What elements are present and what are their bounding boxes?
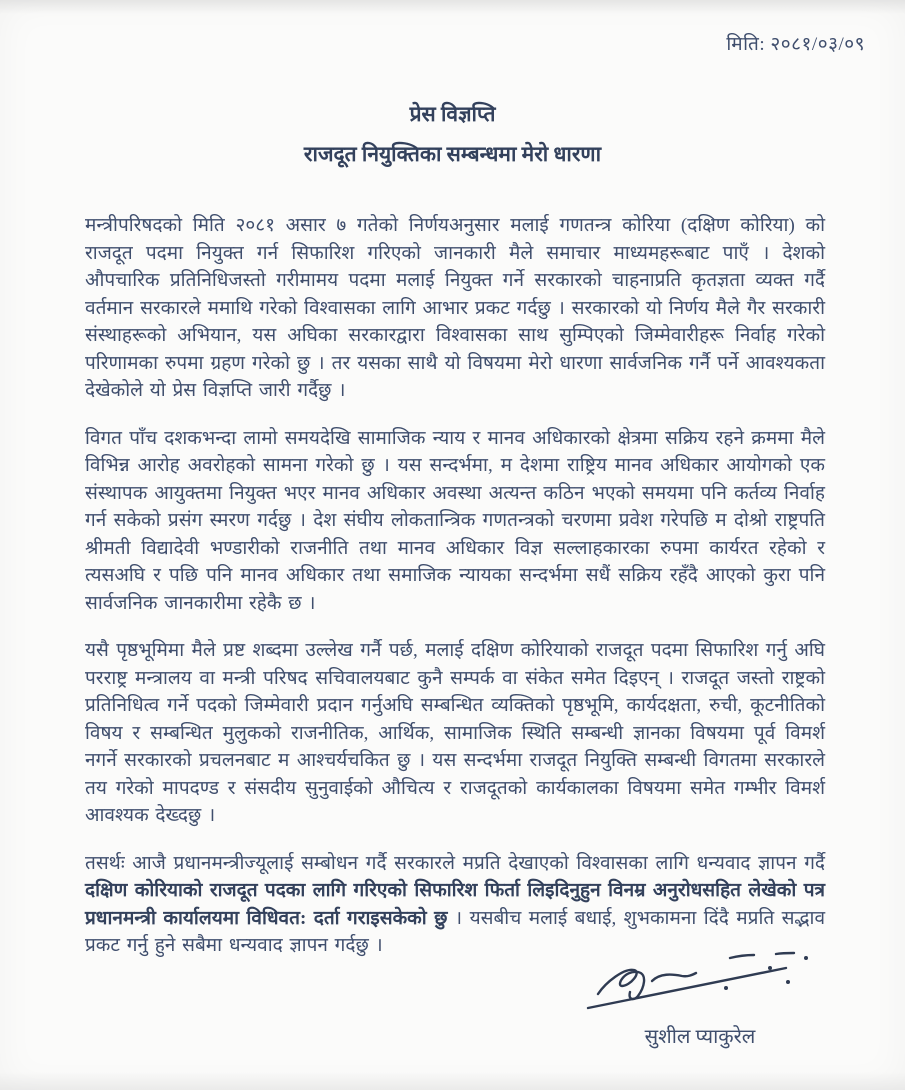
closing-bold-request: दक्षिण कोरियाको राजदूत पदका लागि गरिएको सिफारिश फिर्ता लिइदिनुहुन विनम्र अनुरोधसहित लेखेको पत्र प्रधानमन्त्री कार्यालयमा विधिवत: दर्ता गराइसकेको छु (85, 880, 825, 929)
press-release-title: प्रेस विज्ञप्ति (409, 102, 496, 126)
signature-scribble (580, 948, 820, 1020)
press-release-subtitle: राजदूत नियुक्तिका सम्बन्धमा मेरो धारणा (303, 142, 602, 166)
paragraph-2: विगत पाँच दशकभन्दा लामो समयदेखि सामाजिक न्याय र मानव अधिकारको क्षेत्रमा सक्रिय रहने क्रममा मैले विभिन्न आरोह अवरोहको सामना गरेको छु । यस सन्दर्भमा, म देशमा राष्ट्रिय मानव अधिकार आयोगको एक संस्थापक आयुक्तमा नियुक्त भएर मानव अधिकार अवस्था अत्यन्त कठिन भएको समयमा पनि कर्तव्य निर्वाह गर्न सकेको प्रसंग स्मरण गर्दछु । देश संघीय लोकतान्त्रिक गणतन्त्रको चरणमा प्रवेश गरेपछि म दोश्रो राष्ट्रपति श्रीमती विद्यादेवी भण्डारीको राजनीति तथा मानव अधिकार विज्ञ सल्लाहकारका रुपमा कार्यरत रहेको र त्यसअघि र पछि पनि मानव अधिकार तथा समाजिक न्यायका सन्दर्भमा सधैं सक्रिय रहँदै आएको कुरा पनि सार्वजनिक जानकारीमा रहेकै छ । (85, 427, 825, 614)
closing-regular-end: । यसबीच मलाई बधाई, शुभकामना दिंदै मप्रति सद्भाव प्रकट गर्नु हुने सबैमा धन्यवाद ज्ञापन गर्दछु । (85, 907, 826, 956)
closing-regular-start: तसर्थः आजै प्रधानमन्त्रीज्यूलाई सम्बोधन गर्दै सरकारले मप्रति देखाएको विश्वासका लागि धन्यवाद ज्ञापन गर्दै (85, 852, 825, 874)
letter-date: मिति: २०८१/०३/०९ (726, 34, 865, 55)
paragraph-1: मन्त्रीपरिषदको मिति २०८१ असार ७ गतेको निर्णयअनुसार मलाई गणतन्त्र कोरिया (दक्षिण कोरिया) को राजदूत पदमा नियुक्त गर्न सिफारिश गरिएको जानकारी मैले समाचार माध्यमहरूबाट पाएँ । देशको औपचारिक प्रतिनिधिजस्तो गरीमामय पदमा मलाई नियुक्त गर्ने सरकारको चाहनाप्रति कृतज्ञता व्यक्त गर्दै वर्तमान सरकारले ममाथि गरेको विश्वासका लागि आभार प्रकट गर्दछु । सरकारको यो निर्णय मैले गैर सरकारी संस्थाहरूको अभियान, यस अघिका सरकारद्वारा विश्वासका साथ सुम्पिएको जिम्मेवारीहरू निर्वाह गरेको परिणामका रुपमा ग्रहण गरेको छु । तर यसका साथै यो विषयमा मेरो धारणा सार्वजनिक गर्नै पर्ने आवश्यकता देखेकोले यो प्रेस विज्ञप्ति जारी गर्दैछु । (85, 215, 825, 401)
paragraph-4 (85, 850, 825, 960)
letter-body (85, 212, 825, 980)
signature-block (575, 948, 825, 1049)
paragraph-3: यसै पृष्ठभूमिमा मैले प्रष्ट शब्दमा उल्लेख गर्नै पर्छ, मलाई दक्षिण कोरियाको राजदूत पदमा सिफारिश गर्नु अघि परराष्ट्र मन्त्रालय वा मन्त्री परिषद सचिवालयबाट कुनै सम्पर्क वा संकेत समेत दिइएन् । राजदूत जस्तो राष्ट्रको प्रतिनिधित्व गर्ने पदको जिम्मेवारी प्रदान गर्नुअघि सम्बन्धित व्यक्तिको पृष्ठभूमि, कार्यदक्षता, रुची, कूटनीतिको विषय र सम्बन्धित मुलुकको राजनीतिक, आर्थिक, सामाजिक स्थिति सम्बन्धी ज्ञानका विषयमा पूर्व विमर्श नगर्ने सरकारको प्रचलनबाट म आश्चर्यचकित छु । यस सन्दर्भमा राजदूत नियुक्ति सम्बन्धी विगतमा सरकारले तय गरेको मापदण्ड र संसदीय सुनुवाईको औचित्य र राजदूतको कार्यकालका विषयमा समेत गम्भीर विमर्श आवश्यक देख्दछु । (85, 640, 825, 826)
signatory-name: सुशील प्याकुरेल (644, 1026, 756, 1048)
